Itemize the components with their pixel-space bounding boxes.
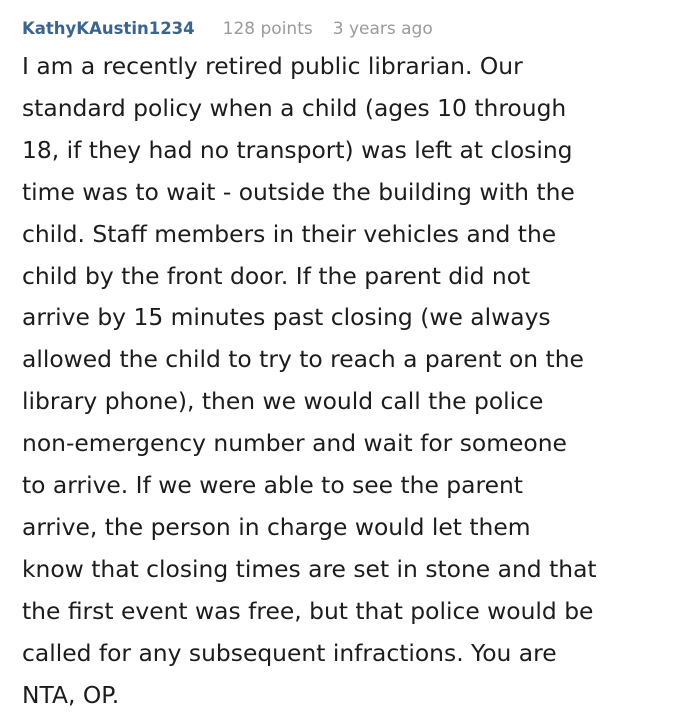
comment-line: allowed the child to try to reach a parent on the <box>22 345 584 374</box>
comment-line: time was to wait - outside the building with the <box>22 177 575 206</box>
comment-line: child by the front door. If the parent did not <box>22 261 531 290</box>
comment-line: non-emergency number and wait for someone <box>22 429 567 458</box>
comment-line: library phone), then we would call the police <box>22 387 544 416</box>
comment-line: standard policy when a child (ages 10 through <box>22 93 567 122</box>
comment-line: I am a recently retired public librarian. Our <box>22 52 523 80</box>
comment-meta <box>22 0 692 40</box>
comment-line: arrive by 15 minutes past closing (we always <box>22 303 551 332</box>
points-count: 128 points <box>222 19 313 39</box>
comment-line: know that closing times are set in stone and that <box>22 554 597 583</box>
comment-line: NTA, OP. <box>22 680 120 709</box>
timestamp: 3 years ago <box>332 19 433 39</box>
comment-line: 18, if they had no transport) was left at closing <box>22 135 573 164</box>
comment-line: to arrive. If we were able to see the parent <box>22 471 523 500</box>
comment-line: child. Staff members in their vehicles and the <box>22 219 557 248</box>
author-link[interactable]: KathyKAustin1234 <box>22 19 195 38</box>
comment <box>22 0 692 717</box>
comment-body <box>22 46 692 717</box>
comment-line: the first event was free, but that police would be <box>22 596 594 625</box>
comment-line: called for any subsequent infractions. You are <box>22 638 557 667</box>
comment-line: arrive, the person in charge would let them <box>22 512 531 541</box>
